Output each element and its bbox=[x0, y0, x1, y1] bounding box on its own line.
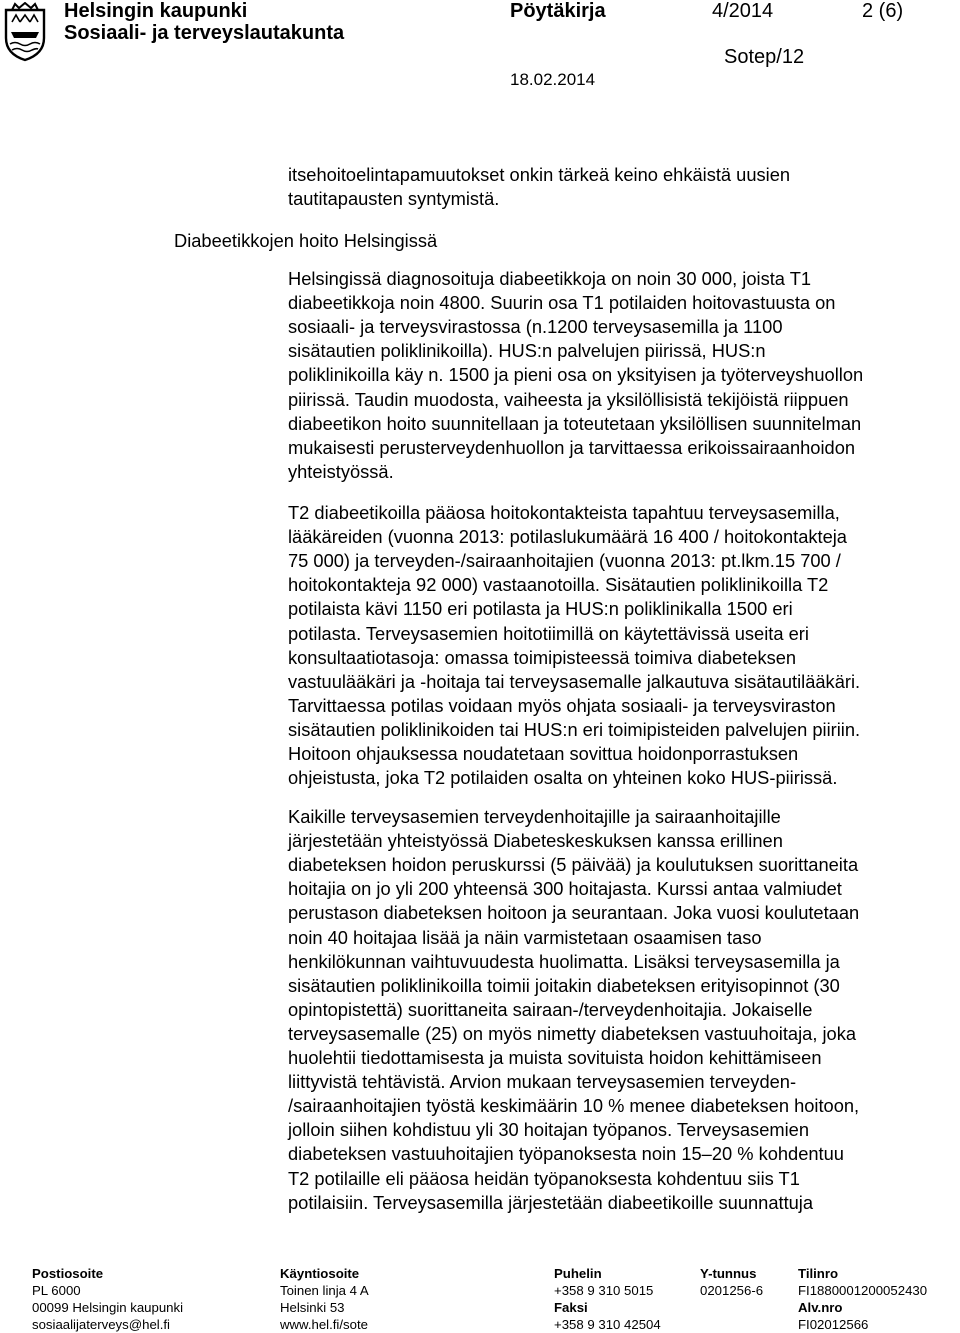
text-line: Hoitoon ohjauksessa noudatetaan sovittua hoidonporrastuksen bbox=[288, 743, 799, 764]
footer-kayntiosoite-label: Käyntiosoite bbox=[280, 1266, 360, 1281]
text-line: järjestetään yhteistyössä Diabeteskeskuksen kanssa erillinen bbox=[288, 830, 783, 852]
text-line: konsultaatiotasoja: omassa toimipisteessä toimiva diabeteksen bbox=[288, 646, 797, 668]
doc-type: Pöytäkirja bbox=[510, 0, 606, 22]
text-line: sisätautien poliklinikoilla toimii joitakin diabeteksen erityisopinnot (30 bbox=[288, 974, 840, 996]
page-number: 2 (6) bbox=[862, 0, 904, 22]
text-line: sisätautien poliklinikoilla). HUS:n palvelujen piirissä, HUS:n bbox=[288, 340, 766, 362]
text-line: tautitapausten syntymistä. bbox=[288, 188, 500, 210]
text-line: diabeetikon hoito suunnitellaan ja toteutetaan yksilöllisen suunnitelman bbox=[288, 412, 862, 434]
text-line: hoitajia on jo yli 200 yhteensä 300 hoitajasta. Kurssi antaa valmiudet bbox=[288, 878, 842, 900]
meeting-date: 18.02.2014 bbox=[510, 70, 596, 89]
text-line: potilaisiin. Terveysasemilla järjestetään diabeetikoille suunnattuja bbox=[288, 1191, 814, 1213]
footer-email: sosiaalijaterveys@hel.fi bbox=[32, 1317, 170, 1332]
text-line: sisätautien poliklinikoiden tai HUS:n eri toimipisteiden palvelujen piiriin. bbox=[288, 718, 861, 740]
text-line: diabeteksen hoidon peruskurssi (5 päivää) ja koulutuksen suorittaneita bbox=[288, 854, 859, 876]
footer-tilinro: FI1880001200052430 bbox=[798, 1283, 928, 1298]
text-line: Helsingissä diagnosoituja diabeetikkoja on noin 30 000, joista T1 bbox=[288, 268, 812, 289]
text-line: T2 potilaille eli pääosa heidän työpanoksesta kohdentuu siis T1 bbox=[288, 1167, 800, 1189]
footer-ytunnus: 0201256-6 bbox=[700, 1283, 764, 1298]
footer-alv: FI02012566 bbox=[798, 1317, 869, 1332]
text-line: vastuulääkäri ja -hoitaja tai terveysasemalle jalkautuva sisätautilääkäri. bbox=[288, 670, 861, 692]
footer-postiosoite-line2: 00099 Helsingin kaupunki bbox=[32, 1300, 184, 1315]
section-ref: Sotep/12 bbox=[724, 46, 805, 68]
footer-puhelin-label: Puhelin bbox=[554, 1266, 602, 1281]
footer-ytunnus-label: Y-tunnus bbox=[700, 1266, 757, 1281]
text-line: opintopistettä) suorittaneita sairaan-/terveydenhoitajia. Jokaiselle bbox=[288, 998, 813, 1020]
footer-alv-label: Alv.nro bbox=[798, 1300, 843, 1315]
text-line: itsehoitoelintapamuutokset onkin tärkeä keino ehkäistä uusien bbox=[288, 164, 791, 185]
text-line: piirissä. Taudin muodosta, vaiheesta ja yksilöllisistä tekijöistä riippuen bbox=[288, 388, 849, 410]
footer-postiosoite-line1: PL 6000 bbox=[32, 1283, 81, 1298]
text-line: Tarvittaessa potilas voidaan myös ohjata sosiaali- ja terveysviraston bbox=[288, 694, 836, 716]
text-line: /sairaanhoitajien työstä keskimäärin 10 % menee diabeteksen hoitoon, bbox=[288, 1095, 860, 1117]
text-line: noin 40 hoitajaa lisää ja näin varmistetaan osaamisen taso bbox=[288, 926, 762, 948]
text-line: liittyvistä tehtävistä. Arvion mukaan terveysasemien terveyden- bbox=[288, 1071, 797, 1093]
text-line: mukaisesti perusterveydenhuollon ja tarvittaessa erikoissairaanhoidon bbox=[288, 436, 856, 458]
text-line: 75 000) ja terveyden-/sairaanhoitajien (vuonna 2013: pt.lkm.15 700 / bbox=[288, 550, 841, 572]
text-line: ohjeistusta, joka T2 potilaiden osalta on yhteinen koko HUS-piirissä. bbox=[288, 767, 838, 789]
org-name: Helsingin kaupunki bbox=[64, 0, 248, 22]
doc-number: 4/2014 bbox=[712, 0, 774, 22]
footer-kayntiosoite-line1: Toinen linja 4 A bbox=[280, 1283, 369, 1298]
footer-tilinro-label: Tilinro bbox=[798, 1266, 839, 1281]
text-line: hoitokontakteja 92 000) vastaanotoilla. Sisätautien poliklinikoilla T2 bbox=[288, 574, 829, 596]
text-line: terveysasemalle (25) on myös nimetty diabeteksen vastuuhoitaja, joka bbox=[288, 1022, 857, 1044]
text-line: henkilökunnan vaihtuvuudesta huolimatta. Lisäksi terveysasemilla ja bbox=[288, 950, 840, 972]
helsinki-coat-of-arms-logo bbox=[2, 2, 48, 62]
board-name: Sosiaali- ja terveyslautakunta bbox=[64, 22, 345, 44]
footer-kayntiosoite-line2: Helsinki 53 bbox=[280, 1300, 345, 1315]
text-line: diabeetikkoja noin 4800. Suurin osa T1 potilaiden hoitovastuusta on bbox=[288, 292, 836, 314]
footer-website: www.hel.fi/sote bbox=[280, 1317, 368, 1332]
text-line: perustason diabeteksen hoitoon ja seurantaan. Joka vuosi koulutetaan bbox=[288, 902, 860, 924]
footer-faksi-label: Faksi bbox=[554, 1300, 588, 1315]
text-line: diabeteksen vastuuhoitajien työpanoksesta noin 15–20 % kohdentuu bbox=[288, 1143, 844, 1165]
text-line: poliklinikoilla käy n. 1500 ja pieni osa on yksityisen ja työterveyshuollon bbox=[288, 364, 864, 386]
text-line: huolehtii tiedottamisesta ja muista sovituista hoidon kehittämiseen bbox=[288, 1047, 822, 1068]
text-line: yhteistyössä. bbox=[288, 460, 394, 482]
text-line: sosiaali- ja terveysvirastossa (n.1200 terveysasemilla ja 1100 bbox=[288, 316, 783, 338]
text-line: lääkäreiden (vuonna 2013: potilaslukumäärä 16 400 / hoitokontakteja bbox=[288, 526, 847, 548]
text-line: jolloin siihen kohdistuu yli 30 hoitajan työpanos. Terveysasemien bbox=[288, 1119, 809, 1141]
text-line: Kaikille terveysasemien terveydenhoitajille ja sairaanhoitajille bbox=[288, 806, 781, 827]
text-line: potilaista kävi 1150 eri potilasta ja HUS:n poliklinikalla 1500 eri bbox=[288, 598, 793, 620]
footer-postiosoite-label: Postiosoite bbox=[32, 1266, 104, 1281]
subheading: Diabeetikkojen hoito Helsingissä bbox=[174, 230, 438, 251]
footer-phone: +358 9 310 5015 bbox=[554, 1283, 654, 1298]
footer-fax: +358 9 310 42504 bbox=[554, 1317, 661, 1332]
text-line: potilasta. Terveysasemien hoitotiimillä on käytettävissä useita eri bbox=[288, 622, 809, 644]
text-line: T2 diabeetikoilla pääosa hoitokontakteista tapahtuu terveysasemilla, bbox=[288, 502, 840, 523]
